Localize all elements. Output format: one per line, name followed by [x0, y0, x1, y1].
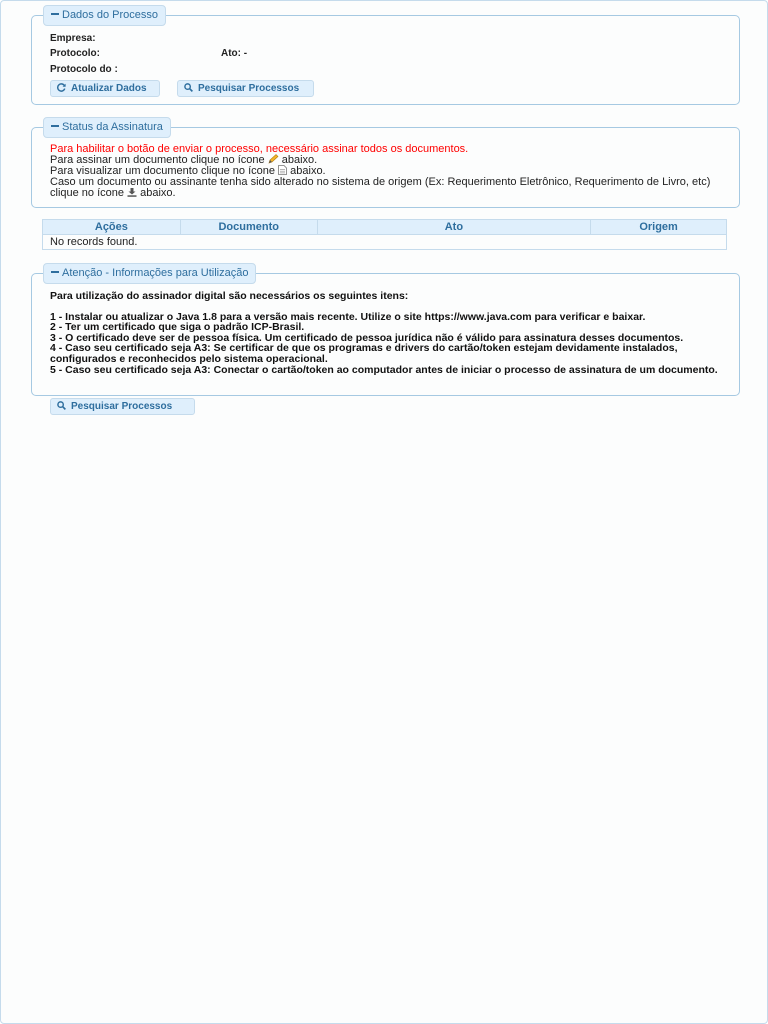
informacoes-panel [31, 267, 740, 396]
collapse-icon [51, 125, 59, 127]
ato-label: Ato: - [221, 48, 248, 59]
dados-processo-legend[interactable] [43, 5, 166, 26]
column-header-documento[interactable]: Documento [180, 220, 317, 235]
sign-text-pre: Para assinar um documento clique no ícone [50, 154, 265, 166]
info-item: 4 - Caso seu certificado seja A3: Se certificar de que os programas e drivers do cartão/token estejam devidamente instalados, configurados e reconhecidos pelo sistema operacional. [50, 342, 678, 365]
atualizar-dados-button[interactable] [50, 80, 160, 97]
download-text-pre: clique no ícone [50, 187, 124, 199]
search-icon [57, 401, 66, 410]
sign-text-post: abaixo. [281, 154, 318, 166]
protocolo-do-label: Protocolo do : [50, 64, 118, 75]
status-assinatura-legend[interactable] [43, 117, 171, 138]
pesquisar-processos-label: Pesquisar Processos [198, 83, 300, 94]
info-item: 3 - O certificado deve ser de pessoa física. Um certificado de pessoa jurídica não é válido para assinatura desses documentos. [50, 331, 684, 344]
document-icon [278, 165, 287, 175]
download-text-post: abaixo. [140, 187, 176, 199]
dados-processo-panel [31, 9, 740, 105]
info-intro: Para utilização do assinador digital são necessários os seguintes itens: [50, 290, 409, 302]
column-header-acoes[interactable]: Ações [43, 220, 181, 235]
informacoes-content [50, 291, 730, 375]
info-item: 5 - Caso seu certificado seja A3: Conectar o cartão/token ao computador antes de iniciar o processo de assinatura de um documento. [50, 363, 718, 376]
collapse-icon [51, 13, 59, 15]
column-header-ato[interactable]: Ato [317, 220, 591, 235]
empresa-label: Empresa: [50, 33, 96, 44]
informacoes-legend[interactable] [43, 263, 256, 284]
informacoes-title: Atenção - Informações para Utilização [62, 267, 249, 279]
status-warning: Para habilitar o botão de enviar o processo, necessário assinar todos os documentos. [50, 143, 469, 155]
status-assinatura-title: Status da Assinatura [62, 121, 163, 133]
protocolo-label: Protocolo: [50, 48, 100, 59]
download-icon [127, 188, 137, 197]
documents-table [42, 219, 727, 250]
status-instructions [50, 144, 730, 199]
empty-message: No records found. [43, 235, 727, 250]
status-assinatura-panel [31, 121, 740, 208]
status-line-changed: Caso um documento ou assinante tenha sido alterado no sistema de origem (Ex: Requerimento Eletrônico, Requerimento de Livro, etc) [50, 176, 711, 188]
column-header-origem[interactable]: Origem [591, 220, 727, 235]
table-header-row [43, 220, 727, 235]
pesquisar-processos-bottom-button[interactable] [50, 398, 195, 415]
pesquisar-processos-bottom-label: Pesquisar Processos [71, 401, 173, 412]
status-line-download [50, 188, 730, 199]
refresh-icon [57, 83, 66, 92]
pencil-icon [268, 154, 279, 164]
info-item: 2 - Ter um certificado que siga o padrão ICP-Brasil. [50, 321, 305, 334]
view-text-post: abaixo. [290, 165, 326, 177]
collapse-icon [51, 271, 59, 273]
view-text-pre: Para visualizar um documento clique no ícone [50, 165, 276, 177]
table-row [43, 235, 727, 250]
dados-processo-title: Dados do Processo [62, 9, 158, 21]
atualizar-dados-label: Atualizar Dados [71, 83, 147, 94]
info-item: 1 - Instalar ou atualizar o Java 1.8 para a versão mais recente. Utilize o site https://www.java.com para verificar e baixar. [50, 310, 646, 323]
pesquisar-processos-button[interactable] [177, 80, 314, 97]
search-icon [184, 83, 193, 92]
